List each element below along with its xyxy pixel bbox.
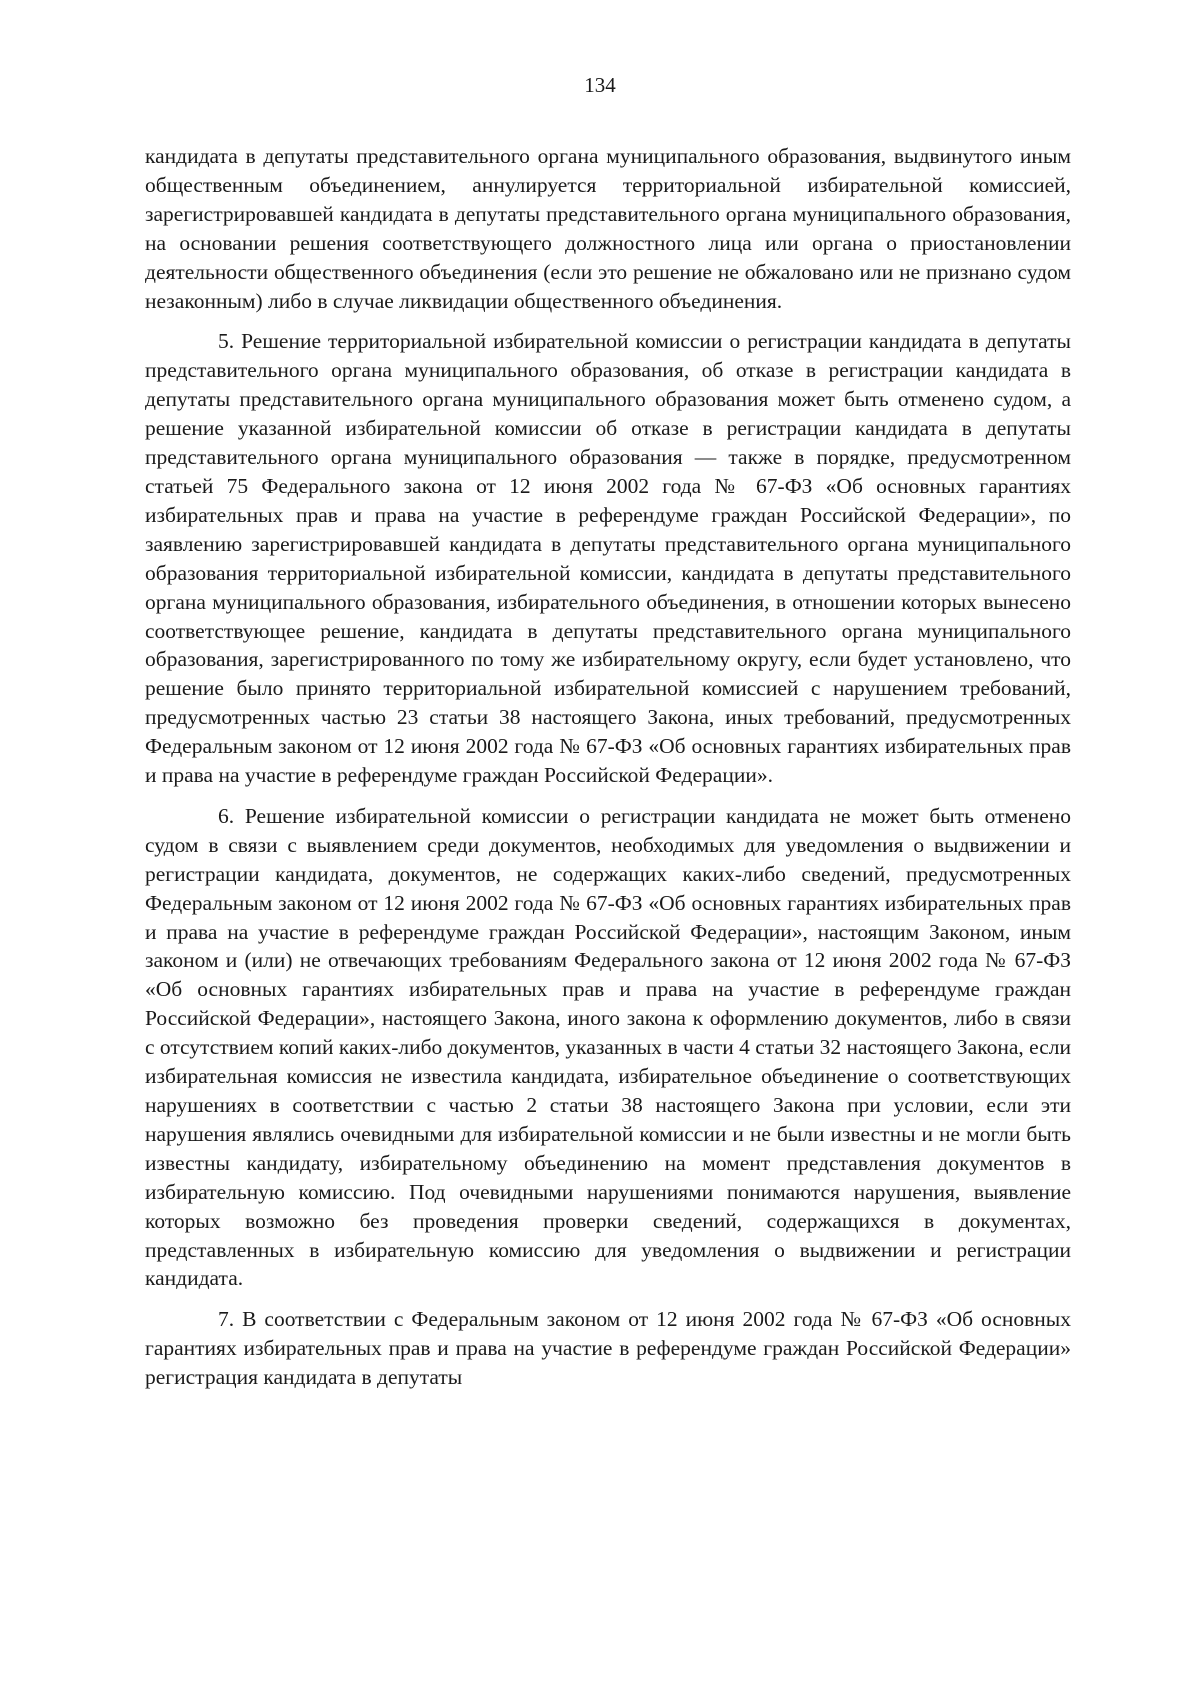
paragraph-continuation: кандидата в депутаты представительного органа муниципального образования, выдвинутого иным общественным объединением, аннулируется территориальной избирательной комиссией, зарегистрировавшей кандидата в депутаты представительного органа муниципального образования, на основании решения соответствующего должностного лица или органа о приостановлении деятельности общественного объединения (если это решение не обжаловано или не признано судом незаконным) либо в случае ликвидации общественного объединения.: [145, 144, 1071, 313]
document-body: [145, 142, 1071, 1404]
paragraph-item-7: 7. В соответствии с Федеральным законом от 12 июня 2002 года № 67-ФЗ «Об основных гарантиях избирательных прав и права на участие в референдуме граждан Российской Федерации» регистрация кандидата в депутаты: [145, 1307, 1071, 1390]
paragraph-item-6: 6. Решение избирательной комиссии о регистрации кандидата не может быть отменено судом в связи с выявлением среди документов, необходимых для уведомления о выдвижении и регистрации кандидата, документов, не содержащих каких-либо сведений, предусмотренных Федеральным законом от 12 июня 2002 года № 67-ФЗ «Об основных гарантиях избирательных прав и права на участие в референдуме граждан Российской Федерации», настоящим Законом, иным законом и (или) не отвечающих требованиям Федерального закона от 12 июня 2002 года № 67-ФЗ «Об основных гарантиях избирательных прав и права на участие в референдуме граждан Российской Федерации», настоящего Закона, иного закона к оформлению документов, либо в связи с отсутствием копий каких-либо документов, указанных в части 4 статьи 32 настоящего Закона, если избирательная комиссия не известила кандидата, избирательное объединение о соответствующих нарушениях в соответствии с частью 2 статьи 38 настоящего Закона при условии, если эти нарушения являлись очевидными для избирательной комиссии и не были известны и не могли быть известны кандидату, избирательному объединению на момент представления документов в избирательную комиссию. Под очевидными нарушениями понимаются нарушения, выявление которых возможно без проведения проверки сведений, содержащихся в документах, представленных в избирательную комиссию для уведомления о выдвижении и регистрации кандидата.: [145, 803, 1071, 1291]
page-number: 134: [584, 73, 616, 97]
paragraph-item-5: 5. Решение территориальной избирательной комиссии о регистрации кандидата в депутаты представительного органа муниципального образования, об отказе в регистрации кандидата в депутаты представительного органа муниципального образования может быть отменено судом, а решение указанной избирательной комиссии об отказе в регистрации кандидата в депутаты представительного органа муниципального образования — также в порядке, предусмотренном статьей 75 Федерального закона от 12 июня 2002 года № 67-ФЗ «Об основных гарантиях избирательных прав и права на участие в референдуме граждан Российской Федерации», по заявлению зарегистрировавшей кандидата в депутаты представительного органа муниципального образования территориальной избирательной комиссии, кандидата в депутаты представительного органа муниципального образования, избирательного объединения, в отношении которых вынесено соответствующее решение, кандидата в депутаты представительного органа муниципального образования, зарегистрированного по тому же избирательному округу, если будет установлено, что решение было принято территориальной избирательной комиссией с нарушением требований, предусмотренных частью 23 статьи 38 настоящего Закона, иных требований, предусмотренных Федеральным законом от 12 июня 2002 года № 67-ФЗ «Об основных гарантиях избирательных прав и права на участие в референдуме граждан Российской Федерации».: [145, 329, 1071, 788]
